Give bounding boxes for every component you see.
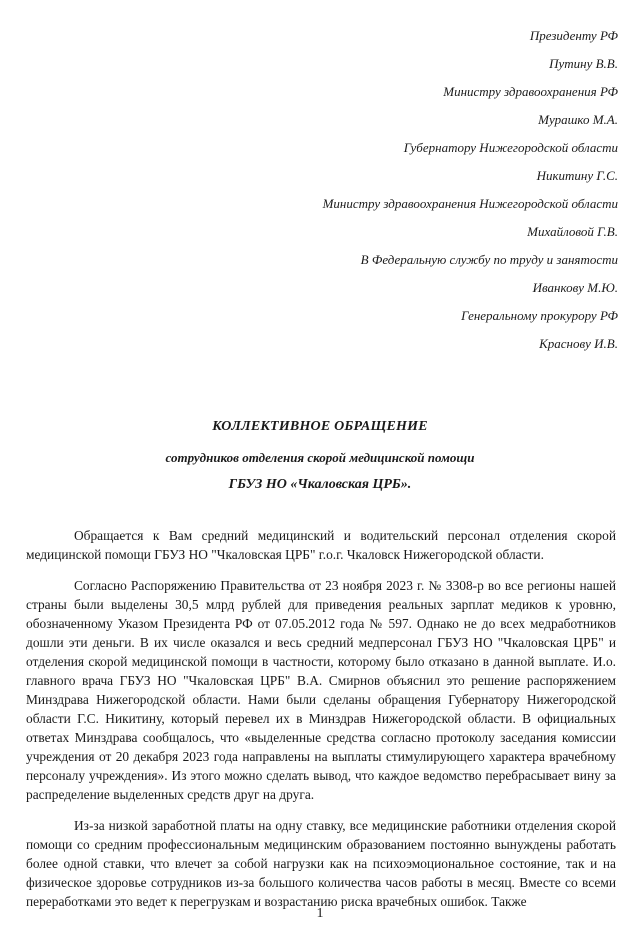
body-paragraph: Обращается к Вам средний медицинский и водительский персонал отделения скорой медицинской помощи ГБУЗ НО "Чкаловская ЦРБ" г.о.г. Чкаловск Нижегородской области. xyxy=(26,528,616,562)
body-paragraph: Согласно Распоряжению Правительства от 23 ноября 2023 г. № 3308-р во все регионы нашей страны были выделены 30,5 млрд рублей для приведения реальных зарплат медиков к уровню, обозначенному Указом Президента РФ от 07.05.2012 года № 597. Однако не до всех медработников дошли эти деньги. В их числе оказался и весь средний медперсонал ГБУЗ НО "Чкаловская ЦРБ" и отделения скорой медицинской помощи в частности, которому было отказано в данной выплате. И.о. главного врача ГБУЗ НО "Чкаловская ЦРБ" В.А. Смирнов объяснил это решение распоряжением Минздрава Нижегородской области. Нами были сделаны обращения Губернатору Нижегородской области Г.С. Никитину, который перевел их в Минздрав Нижегородской области. В официальных ответах Минздрава сообщалось, что «выделенные средства согласно протоколу заседания комиссии учреждения от 20 декабря 2023 года направлены на выплаты стимулирующего характера врачебному персоналу учреждения». Из этого можно сделать вывод, что каждое ведомство перебрасывает вину за распределение выделенных средств друг на друга. xyxy=(26,578,616,802)
addressee-line: В Федеральную службу по труду и занятости xyxy=(360,252,618,267)
addressee-line: Президенту РФ xyxy=(529,28,618,43)
document-title: КОЛЛЕКТИВНОЕ ОБРАЩЕНИЕ xyxy=(212,419,428,434)
addressee-line: Краснову И.В. xyxy=(539,336,618,351)
document-subtitle: сотрудников отделения скорой медицинской помощи xyxy=(165,450,475,465)
document-body xyxy=(26,526,616,923)
addressee-line: Михайловой Г.В. xyxy=(527,224,618,239)
addressee-line: Министру здравоохранения РФ xyxy=(443,84,618,99)
addressee-line: Никитину Г.С. xyxy=(536,168,618,183)
body-paragraph: Из-за низкой заработной платы на одну ставку, все медицинские работники отделения скорой помощи со средним профессиональным медицинским образованием постоянно вынуждены работать более одной ставки, что влечет за собой нагрузки как на психоэмоциональное состояние, так и на физическое здоровье сотрудников из-за большого количества часов работы в месяц. Вместе со всеми переработками это ведет к перегрузкам и возрастанию риска врачебных ошибок. Также xyxy=(26,818,616,909)
addressee-line: Путину В.В. xyxy=(549,56,618,71)
addressee-line: Мурашко М.А. xyxy=(538,112,618,127)
addressee-line: Генеральному прокурору РФ xyxy=(461,308,618,323)
addressee-block xyxy=(258,22,618,358)
page-number: 1 xyxy=(316,906,324,921)
organization-name: ГБУЗ НО «Чкаловская ЦРБ». xyxy=(228,477,412,492)
addressee-line: Губернатору Нижегородской области xyxy=(403,140,618,155)
addressee-line: Министру здравоохранения Нижегородской области xyxy=(322,196,618,211)
addressee-line: Иванкову М.Ю. xyxy=(532,280,618,295)
